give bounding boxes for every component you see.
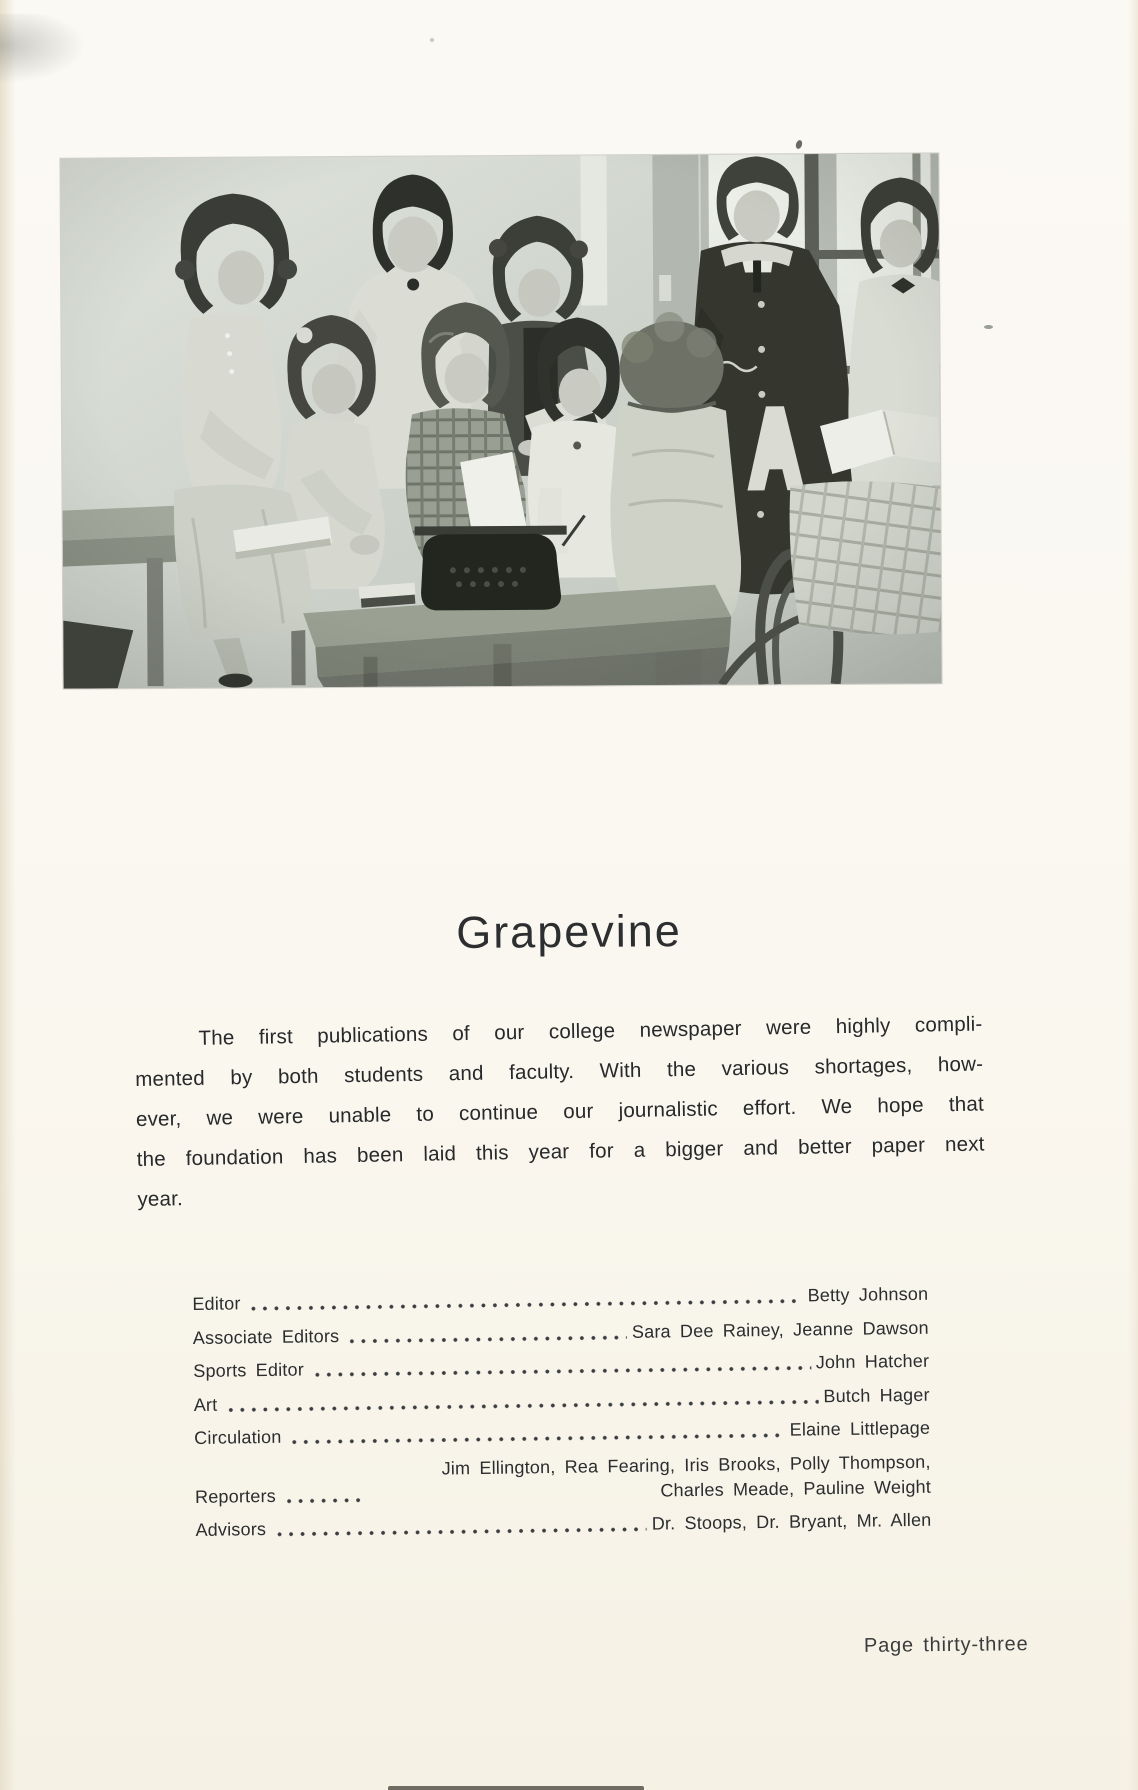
- intro-paragraph: [134, 1004, 986, 1220]
- staff-names: Elaine Littlepage: [789, 1417, 931, 1440]
- page-edge-shading-left: [0, 0, 16, 1790]
- scan-smudge: [0, 14, 86, 84]
- dotted-leader: [250, 1285, 802, 1313]
- staff-row-editor: [192, 1282, 928, 1317]
- staff-role: Circulation: [194, 1426, 282, 1448]
- paragraph-line-2: mented by both students and faculty. With the various shortages, how-: [135, 1052, 984, 1092]
- staff-names: John Hatcher: [815, 1350, 930, 1373]
- dotted-leader: [314, 1352, 811, 1379]
- staff-row-reporters: [195, 1449, 932, 1509]
- staff-role: Associate Editors: [192, 1325, 340, 1348]
- dotted-leader: [286, 1484, 366, 1505]
- dotted-leader: [227, 1386, 818, 1414]
- photo-vignette: [60, 153, 941, 688]
- staff-row-associate-editors: [193, 1315, 929, 1350]
- scan-edge-strip: [388, 1786, 644, 1790]
- paragraph-line-1: The first publications of our college newspaper were highly compli-: [198, 1012, 983, 1050]
- staff-row-art: [194, 1382, 930, 1417]
- staff-row-sports-editor: [193, 1349, 929, 1384]
- staff-row-circulation: [194, 1416, 930, 1451]
- paragraph-line-3: ever, we were unable to continue our journalistic effort. We hope that: [135, 1092, 985, 1131]
- paragraph-line-5: year.: [137, 1187, 184, 1211]
- staff-role: Sports Editor: [193, 1359, 305, 1382]
- staff-names: Betty Johnson: [807, 1283, 929, 1306]
- dotted-leader: [291, 1420, 784, 1447]
- page-number: Page thirty-three: [863, 1633, 1029, 1657]
- staff-names: Butch Hager: [823, 1384, 930, 1406]
- group-photo: [60, 153, 941, 688]
- staff-names: Jim Ellington, Rea Fearing, Iris Brooks, Polly Thompson, Charles Meade, Pauline Weight: [441, 1451, 932, 1500]
- staff-names: Dr. Stoops, Dr. Bryant, Mr. Allen: [651, 1509, 932, 1534]
- staff-row-advisors: [195, 1508, 931, 1543]
- staff-names: Sara Dee Rainey, Jeanne Dawson: [631, 1317, 929, 1342]
- staff-role: Art: [193, 1394, 218, 1415]
- staff-list: [192, 1282, 932, 1552]
- dotted-leader: [349, 1321, 627, 1345]
- page-edge-shading-right: [1128, 0, 1138, 1790]
- page-title: Grapevine: [455, 905, 683, 958]
- paragraph-line-4: the foundation has been laid this year for a bigger and better paper next: [136, 1132, 985, 1171]
- scan-speck: [795, 139, 803, 149]
- staff-role: Reporters: [194, 1485, 277, 1507]
- group-photo-illustration: [60, 153, 941, 688]
- scan-speck: [984, 325, 993, 329]
- dotted-leader: [276, 1514, 647, 1539]
- staff-role: Advisors: [195, 1519, 267, 1540]
- scan-speck: [430, 38, 434, 42]
- staff-role: Editor: [192, 1293, 241, 1315]
